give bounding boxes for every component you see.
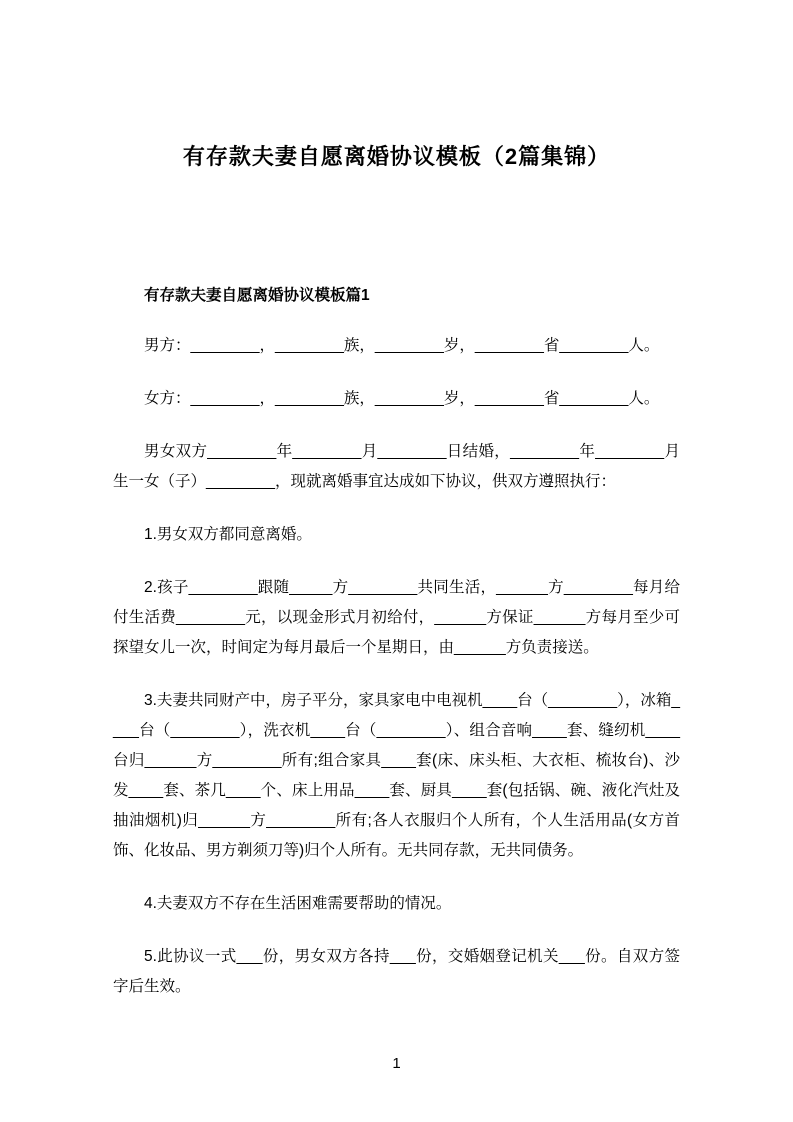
paragraph-clause-3: 3.夫妻共同财产中，房子平分，家具家电中电视机____台（________），冰箱____台（________），洗衣机____台（________）、组合音响____套、缝纫机____台归______方________所有;组合家具____套(床、床头柜、大衣柜、梳妆台)、沙发____套、茶几____个、床上用品____套、厨具____套(包括锅、碗、液化汽灶及抽油烟机)归______方________所有;各人衣服归个人所有，个人生活用品(女方首饰、化妆品、男方剃须刀等)归个人所有。无共同存款，无共同债务。: [113, 692, 680, 859]
document-title: 有存款夫妻自愿离婚协议模板（2篇集锦）: [182, 144, 611, 169]
paragraph-clause-4: 4.夫妻双方不存在生活困难需要帮助的情况。: [144, 895, 452, 912]
page-number: 1: [392, 1055, 401, 1072]
paragraph-clause-1: 1.男女双方都同意离婚。: [144, 526, 312, 543]
paragraph-clause-5: 5.此协议一式___份，男女双方各持___份，交婚姻登记机关___份。自双方签字后生效。: [113, 948, 680, 995]
paragraph-marriage-intro: 男女双方________年________月________日结婚，________年________月生一女（子）________，现就离婚事宜达成如下协议，供双方遵照执行：: [113, 443, 680, 490]
paragraph-clause-2: 2.孩子________跟随_____方________共同生活，______方________每月给付生活费________元，以现金形式月初给付，______方保证______方每月至少可探望女儿一次，时间定为每月最后一个星期日，由______方负责接送。: [113, 579, 680, 656]
section-heading: 有存款夫妻自愿离婚协议模板篇1: [144, 287, 370, 304]
document-body: [113, 140, 680, 1025]
paragraph-male-party: 男方：________，________族，________岁，________省________人。: [144, 337, 660, 354]
paragraph-female-party: 女方：________，________族，________岁，________省________人。: [144, 390, 660, 407]
